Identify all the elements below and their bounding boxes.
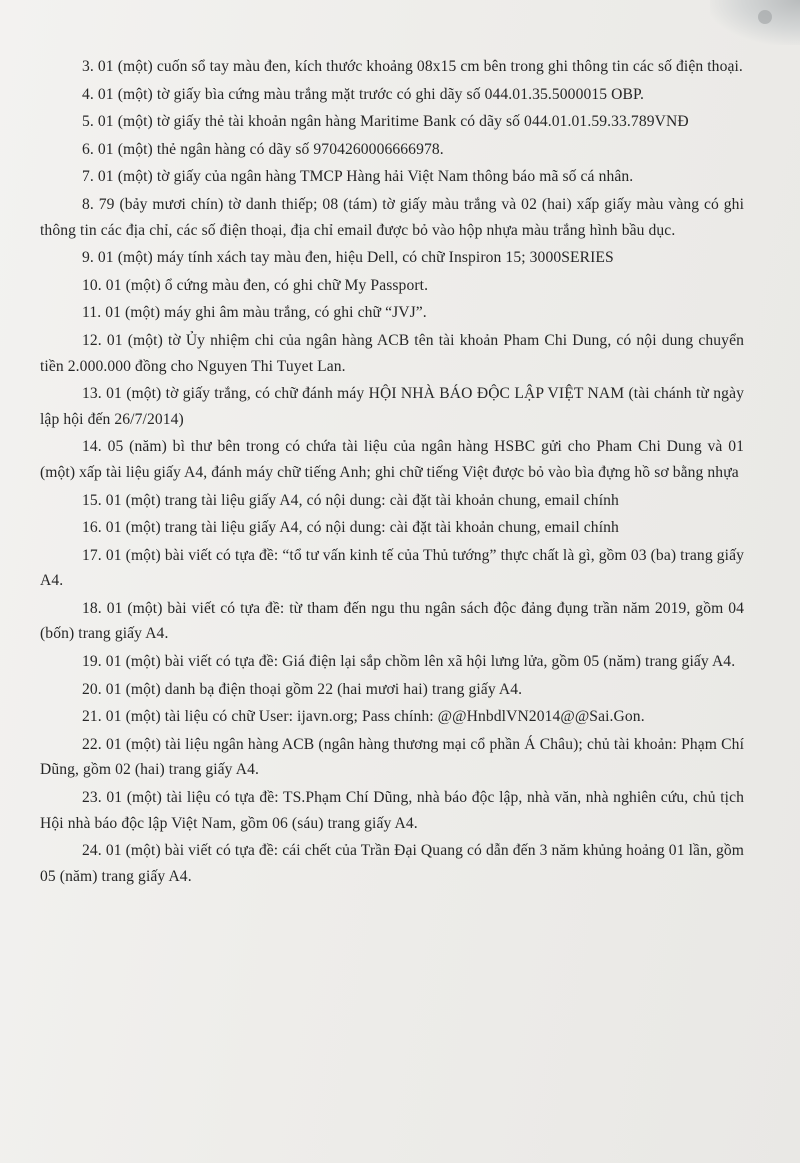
list-item bbox=[40, 192, 744, 243]
item-text: 01 (một) tài liệu có chữ User: ijavn.org; Pass chính: @@HnbdlVN2014@@Sai.Gon. bbox=[105, 708, 645, 726]
item-text: 01 (một) trang tài liệu giấy A4, có nội dung: cài đặt tài khoản chung, email chính bbox=[105, 491, 619, 509]
item-number: 3. bbox=[82, 58, 94, 75]
list-item bbox=[40, 785, 744, 836]
list-item bbox=[40, 54, 744, 80]
list-item bbox=[40, 732, 744, 783]
item-text: 01 (một) tài liệu ngân hàng ACB (ngân hàng thương mại cổ phần Á Châu); chủ tài khoản: Phạm Chí Dũng, gồm 02 (hai) trang giấy A4. bbox=[40, 735, 744, 779]
evidence-list bbox=[40, 54, 744, 891]
item-text: 01 (một) tờ giấy trắng, có chữ đánh máy HỘI NHÀ BÁO ĐỘC LẬP VIỆT NAM (tài chánh từ ngày lập hội đến 26/7/2014) bbox=[40, 385, 744, 428]
list-item bbox=[40, 515, 744, 541]
item-number: 18. bbox=[82, 599, 102, 617]
item-text: 01 (một) danh bạ điện thoại gồm 22 (hai mươi hai) trang giấy A4. bbox=[105, 680, 523, 698]
list-item bbox=[40, 109, 744, 135]
list-item bbox=[40, 677, 744, 703]
item-number: 14. bbox=[82, 438, 102, 456]
list-item bbox=[40, 300, 744, 326]
list-item bbox=[40, 488, 744, 514]
item-number: 24. bbox=[82, 842, 102, 860]
item-number: 17. bbox=[82, 546, 102, 564]
item-number: 21. bbox=[82, 708, 102, 726]
item-number: 19. bbox=[82, 653, 102, 671]
item-number: 7. bbox=[82, 168, 94, 186]
item-text: 01 (một) tờ giấy của ngân hàng TMCP Hàng hải Việt Nam thông báo mã số cá nhân. bbox=[97, 168, 634, 186]
item-text: 05 (năm) bì thư bên trong có chứa tài liệu của ngân hàng HSBC gửi cho Pham Chi Dung và 01 (một) xấp tài liệu giấy A4, đánh máy chữ tiếng Anh; ghi chữ tiếng Việt được bỏ vào bìa đựng hồ sơ bằng nhựa bbox=[40, 438, 745, 481]
page-corner-mark bbox=[758, 10, 772, 24]
item-text: 01 (một) tờ Ủy nhiệm chi của ngân hàng ACB tên tài khoản Pham Chi Dung, có nội dung chuyển tiền 2.000.000 đồng cho Nguyen Thi Tuyet Lan. bbox=[40, 331, 744, 375]
item-text: 01 (một) máy ghi âm màu trắng, có ghi chữ “JVJ”. bbox=[105, 304, 427, 322]
item-number: 22. bbox=[82, 735, 102, 753]
item-text: 01 (một) bài viết có tựa đề: cái chết của Trần Đại Quang có dẫn đến 3 năm khủng hoảng 01 lần, gồm 05 (năm) trang giấy A4. bbox=[40, 842, 744, 885]
item-text: 01 (một) máy tính xách tay màu đen, hiệu Dell, có chữ Inspiron 15; 3000SERIES bbox=[97, 249, 614, 267]
item-text: 01 (một) bài viết có tựa đề: từ tham đến ngu thu ngân sách độc đảng đụng trần năm 2019, gồm 04 (bốn) trang giấy A4. bbox=[40, 599, 744, 643]
list-item bbox=[40, 328, 744, 379]
item-number: 4. bbox=[82, 85, 94, 103]
list-item bbox=[40, 245, 744, 271]
list-item bbox=[40, 649, 744, 675]
item-text: 01 (một) bài viết có tựa đề: “tổ tư vấn kinh tế của Thủ tướng” thực chất là gì, gồm 03 (ba) trang giấy A4. bbox=[40, 546, 744, 590]
item-text: 01 (một) cuốn sổ tay màu đen, kích thước khoảng 08x15 cm bên trong ghi thông tin các số điện thoại. bbox=[97, 58, 743, 75]
list-item bbox=[40, 82, 744, 108]
item-number: 11. bbox=[82, 304, 102, 322]
item-text: 01 (một) tài liệu có tựa đề: TS.Phạm Chí Dũng, nhà báo độc lập, nhà văn, nhà nghiên cứu, chủ tịch Hội nhà báo độc lập Việt Nam, gồm 06 (sáu) trang giấy A4. bbox=[40, 789, 745, 832]
page-corner-shadow bbox=[710, 0, 800, 45]
list-item bbox=[40, 434, 744, 485]
list-item bbox=[40, 596, 744, 647]
item-number: 13. bbox=[82, 385, 102, 403]
item-number: 16. bbox=[82, 519, 102, 537]
item-number: 5. bbox=[82, 113, 94, 131]
item-text: 01 (một) thẻ ngân hàng có dãy số 9704260006666978. bbox=[97, 140, 444, 158]
item-text: 01 (một) trang tài liệu giấy A4, có nội dung: cài đặt tài khoản chung, email chính bbox=[105, 519, 619, 537]
item-number: 12. bbox=[82, 331, 102, 349]
item-text: 01 (một) tờ giấy thẻ tài khoản ngân hàng Maritime Bank có dãy số 044.01.01.59.33.789VNĐ bbox=[97, 113, 689, 131]
item-number: 6. bbox=[82, 140, 94, 158]
list-item bbox=[40, 273, 744, 299]
item-number: 15. bbox=[82, 491, 102, 509]
item-text: 01 (một) ổ cứng màu đen, có ghi chữ My Passport. bbox=[105, 276, 429, 294]
item-number: 9. bbox=[82, 249, 94, 267]
list-item bbox=[40, 137, 744, 163]
item-number: 10. bbox=[82, 276, 102, 294]
list-item bbox=[40, 704, 744, 730]
item-text: 01 (một) tờ giấy bìa cứng màu trắng mặt trước có ghi dãy số 044.01.35.5000015 OBP. bbox=[97, 85, 645, 103]
list-item bbox=[40, 543, 744, 594]
item-number: 23. bbox=[82, 789, 102, 807]
item-number: 8. bbox=[82, 195, 94, 213]
list-item bbox=[40, 381, 744, 432]
item-text: 79 (bảy mươi chín) tờ danh thiếp; 08 (tám) tờ giấy màu trắng và 02 (hai) xấp giấy màu vàng có ghi thông tin các địa chỉ, các số điện thoại, địa chỉ email được bỏ vào hộp nhựa màu trắng hình bầu dục. bbox=[40, 195, 745, 239]
item-number: 20. bbox=[82, 680, 102, 698]
list-item bbox=[40, 164, 744, 190]
list-item bbox=[40, 838, 744, 889]
item-text: 01 (một) bài viết có tựa đề: Giá điện lại sắp chồm lên xã hội lưng lửa, gồm 05 (năm) trang giấy A4. bbox=[105, 653, 736, 671]
